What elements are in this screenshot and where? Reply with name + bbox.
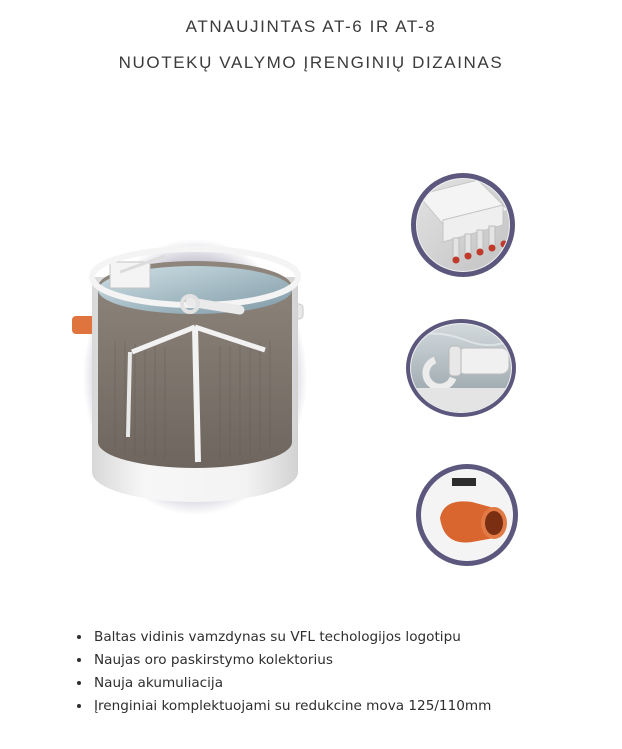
treatment-plant-illustration: [70, 232, 320, 522]
feature-item-white-pipework: • Baltas vidinis vamzdynas su VFL techologijos logotipu: [92, 626, 491, 649]
page-title-line-2: NUOTEKŲ VALYMO ĮRENGINIŲ DIZAINAS: [118, 53, 504, 72]
page-title-line-1: ATNAUJINTAS AT-6 IR AT-8: [185, 17, 437, 36]
feature-list: [70, 626, 491, 718]
feature-item-accumulation: • Nauja akumuliacija: [92, 672, 491, 695]
air-manifold-detail-image: [408, 170, 518, 280]
feature-item-air-manifold: • Naujas oro paskirstymo kolektorius: [92, 649, 491, 672]
airlift-pipe-detail-image: [405, 318, 517, 418]
feature-item-reduction-adapter: • Įrenginiai komplektuojami su redukcine mova 125/110mm: [92, 695, 491, 718]
reduction-adapter-detail-image: [414, 462, 520, 568]
